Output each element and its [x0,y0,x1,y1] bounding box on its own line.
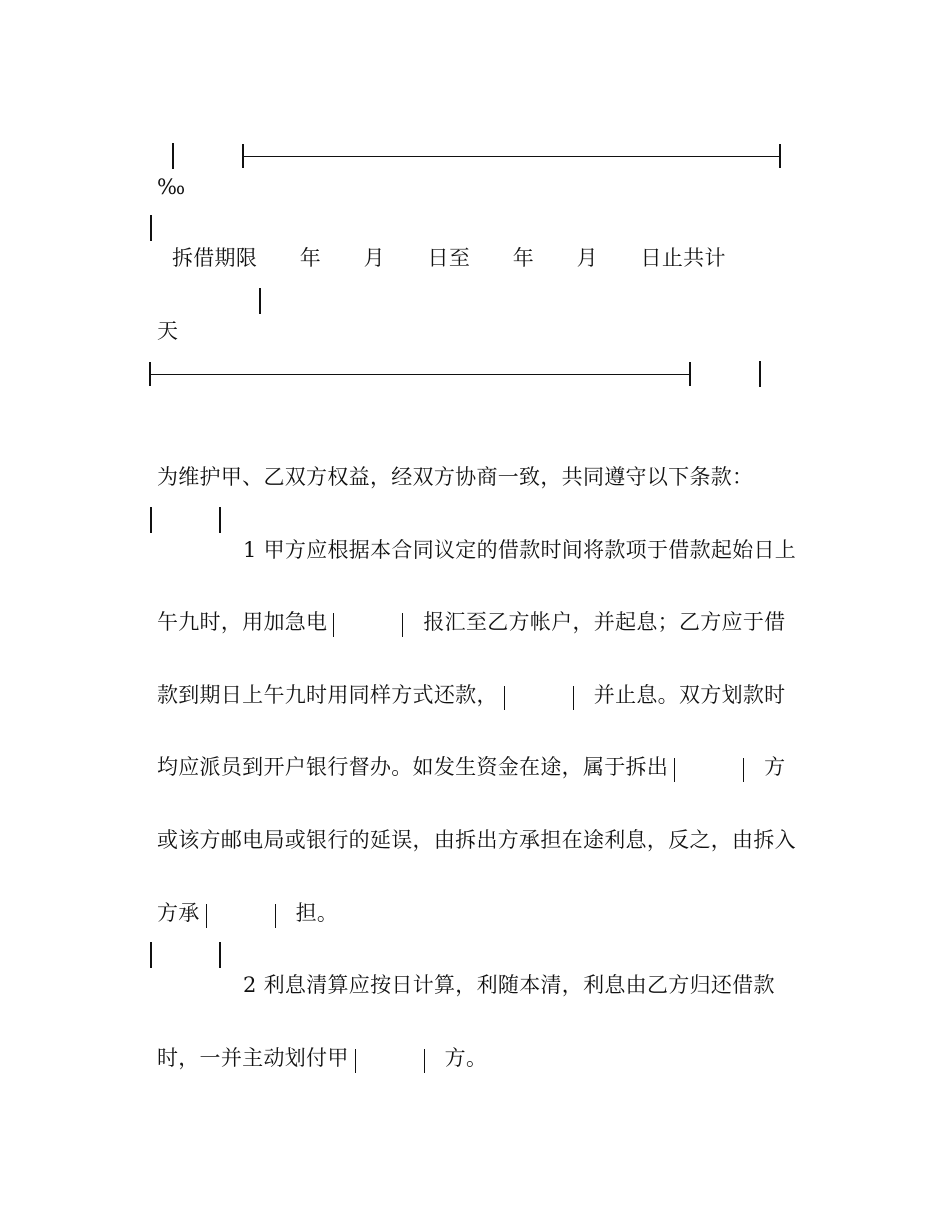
clause1-line3b-text: 并止息。双方划款时 [593,683,786,707]
days-line [143,286,179,343]
clause1-line4b-text: 方 [764,755,786,779]
clause1-line2 [143,577,786,634]
clause2-line1 [229,940,775,997]
table-border-right [219,942,221,968]
table-cell-gap [333,613,403,637]
clause2-line2 [143,1013,488,1070]
borrowing-period-line [158,213,726,270]
preamble-line [143,432,754,489]
clause2-line2a-text: 时，一并主动划付甲 [156,1046,349,1070]
table-cell-gap [206,904,276,928]
clause1-line4 [143,722,786,779]
table-border-left [150,215,152,241]
horizontal-rule-top [242,156,780,157]
horizontal-rule-mid [149,374,690,375]
clause1-line6a-text: 方承 [156,901,200,925]
clause1-line2b-text: 报汇至乙方帐户，并起息；乙方应于借 [423,610,786,634]
preamble-text: 为维护甲、乙双方权益，经双方协商一致，共同遵守以下条款： [156,465,754,489]
rule-cap-right [689,362,691,386]
clause1-line5-text: 或该方邮电局或银行的延误，由拆出方承担在途利息，反之，由拆入 [156,828,796,852]
clause1-line5 [143,795,796,852]
clause2-line2b-text: 方。 [444,1046,488,1070]
clause1-line3 [143,650,786,707]
clause1-line3a-text: 款到期日上午九时用同样方式还款， [156,683,498,707]
clause2-line1-text: 2 利息清算应按日计算，利随本清，利息由乙方归还借款 [242,973,775,997]
clause1-line2a-text: 午九时，用加急电 [156,610,328,634]
clause1-line4a-text: 均应派员到开户银行督办。如发生资金在途，属于拆出 [156,755,669,779]
clause1-line1 [229,505,797,562]
permille-line [143,142,186,199]
table-border-left [150,507,152,533]
table-border-right [219,507,221,533]
permille-mark: ‰ [156,175,186,199]
days-text: 天 [156,319,179,343]
table-border-right [259,288,261,314]
borrowing-period-text: 拆借期限 年 月 日至 年 月 日止共计 [171,246,726,270]
table-border-left [172,143,174,169]
clause1-line6b-text: 担。 [295,901,339,925]
table-cell-gap [355,1049,425,1073]
table-cell-gap [674,758,744,782]
clause1-line6 [143,868,339,925]
table-cell-gap [504,686,574,710]
clause1-line1-text: 1 甲方应根据本合同议定的借款时间将款项于借款起始日上 [242,538,797,562]
rule-cap-right [779,144,781,168]
table-border-right [759,361,761,387]
table-border-left [150,942,152,968]
